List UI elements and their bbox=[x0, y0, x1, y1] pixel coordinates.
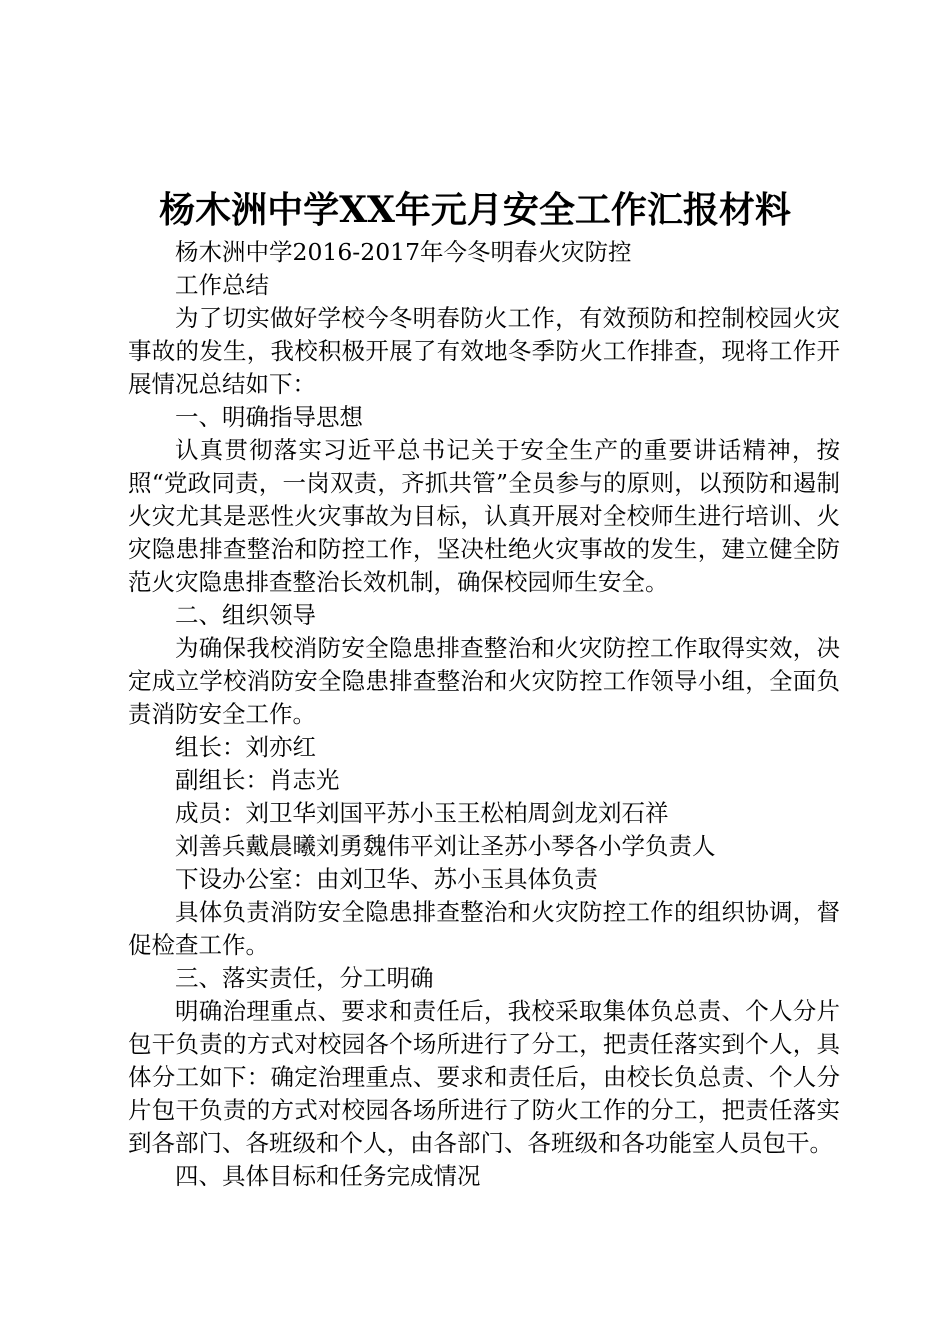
deputy-leader-line: 副组长：肖志光 bbox=[175, 766, 340, 794]
subtitle-line-2: 工作总结 bbox=[175, 271, 269, 299]
section-3-paragraph: 明确治理重点、要求和责任后，我校采取集体负总责、个人分片包干负责的方式对校园各个场所进行了分工，把责任落实到个人，具体分工如下：确定治理重点、要求和责任后，由校长负总责、个人分片包干负责的方式对校园各场所进行了防火工作的分工，把责任落实到各部门、各班级和个人，由各部门、各班级和各功能室人员包干。 bbox=[128, 997, 840, 1157]
section-2-heading: 二、组织领导 bbox=[175, 601, 316, 629]
leader-line: 组长：刘亦红 bbox=[175, 733, 316, 761]
office-duty-paragraph: 具体负责消防安全隐患排查整治和火灾防控工作的组织协调，督促检查工作。 bbox=[128, 898, 840, 959]
document-body bbox=[128, 236, 840, 1193]
members-line-1: 成员：刘卫华刘国平苏小玉王松柏周剑龙刘石祥 bbox=[175, 799, 669, 827]
intro-paragraph: 为了切实做好学校今冬明春防火工作，有效预防和控制校园火灾事故的发生，我校积极开展了有效地冬季防火工作排查，现将工作开展情况总结如下： bbox=[128, 304, 840, 398]
section-2-paragraph: 为确保我校消防安全隐患排查整治和火灾防控工作取得实效，决定成立学校消防安全隐患排查整治和火灾防控工作领导小组，全面负责消防安全工作。 bbox=[128, 634, 840, 728]
members-line-2: 刘善兵戴晨曦刘勇魏伟平刘让圣苏小琴各小学负责人 bbox=[175, 832, 716, 860]
section-3-heading: 三、落实责任，分工明确 bbox=[175, 964, 434, 992]
subtitle-line-1: 杨木洲中学2016-2017年今冬明春火灾防控 bbox=[175, 238, 632, 266]
document-title: 杨木洲中学XX年元月安全工作汇报材料 bbox=[159, 189, 791, 231]
section-4-heading: 四、具体目标和任务完成情况 bbox=[175, 1162, 481, 1190]
section-1-paragraph: 认真贯彻落实习近平总书记关于安全生产的重要讲话精神，按照“党政同责，一岗双责，齐抓共管”全员参与的原则，以预防和遏制火灾尤其是恶性火灾事故为目标，认真开展对全校师生进行培训、火灾隐患排查整治和防控工作，坚决杜绝火灾事故的发生，建立健全防范火灾隐患排查整治长效机制，确保校园师生安全。 bbox=[128, 436, 840, 596]
office-line: 下设办公室：由刘卫华、苏小玉具体负责 bbox=[175, 865, 598, 893]
section-1-heading: 一、明确指导思想 bbox=[175, 403, 363, 431]
